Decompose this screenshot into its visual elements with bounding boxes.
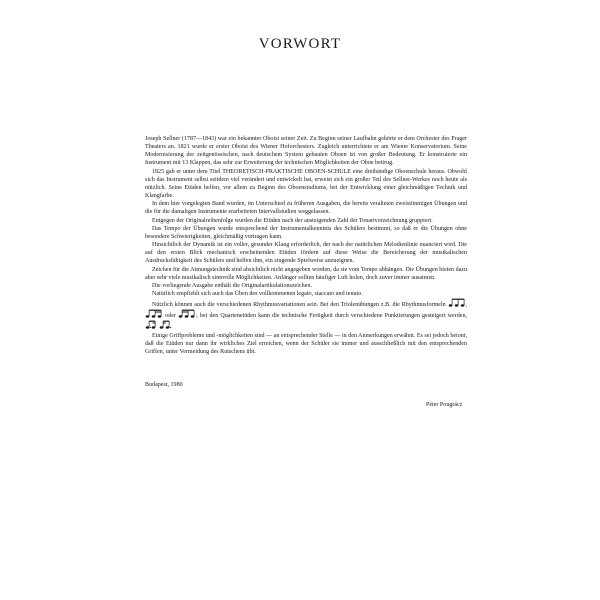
paragraph-1: Joseph Sellner (1787—1843) war ein bekannter Oboist seiner Zeit. Zu Beginn seiner Laufbahn gehörte er dem Orchester des Prager Theaters an. 1821 wurde er erster Oboist des Wiener Hoforchesters. Zugleich unterrichtete er am Wiener Konservatorium. Seine Modernisierung der zeitgenössischen, nach deutschem System gebauten Oboen ist von großer Bedeutung. Er konstruierte ein Instrument mit 13 Klappen, das sehr zur Erweiterung der technischen Möglichkeiten der Oboe beitrug.	[145, 136, 467, 167]
paragraph-11: Einige Griffprobleme und -möglichkeiten sind — an entsprechender Stelle — in den Anmerkungen erwähnt. Es sei jedoch betont, daß die Etüden nur dann ihr wirkliches Ziel erreichen, wenn der Schüler sie immer und ausschließlich mit den entsprechenden Griffen, unter Vermeidung des Rutschens übt.	[145, 332, 467, 355]
paragraph-3: In dem hier vorgelegten Band wurden, im Unterschied zu früheren Ausgaben, die bereits veralteten zweistimmigen Übungen und die für die damaligen Instrumente erarbeiteten Intervallstudien weggelassen.	[145, 201, 467, 216]
rhythm-or: oder	[165, 313, 176, 320]
preface-body	[145, 135, 467, 356]
author-signature: Péter Pongrácz	[426, 402, 463, 408]
paragraph-9	[145, 290, 467, 298]
rhythm-sep: ,	[465, 302, 468, 309]
page-title: VORWORT	[258, 36, 342, 52]
paragraph-5: Das Tempo der Übungen wurde entsprechend der Instrumentalkenntnis des Schülers bestimmt, so daß er die Übungen ohne besondere Schwierigkeiten, gleichmäßig vortragen kann.	[145, 225, 467, 240]
dotted-rhythm-icon-2	[159, 320, 171, 329]
rhythm-text-a: Nützlich können auch die verschiedenen Rhythmusvariationen sein. Bei den Triolenübungen z.B. die Rhythmusformeln	[152, 302, 446, 309]
rhythm-text-b: ; bei den Quartenetüden kann die technische Fertigkeit durch verschiedene Punktierungen gesteigert werden,	[196, 313, 468, 320]
paragraph-2: 1825 gab er unter dem Titel THEORETISCH-PRAKTISCHE OBOEN-SCHULE eine dreibändige Oboenschule heraus. Obwohl sich das Instrument selbst seitdem viel verändert und entwickelt hat, erweist sich ein großer Teil des Sellner-Werkes noch heute als nützlich. Seine Etüden helfen, vor allem zu Beginn des Oboenstudiums, bei der Entwicklung einer gleichmäßigen Technik und Klangfarbe.	[145, 168, 467, 200]
paragraph-8: Die vorliegende Ausgabe enthält die Originalartikulationszeichen.	[152, 282, 312, 289]
articulation-sentence: Natürlich empfiehlt sich auch das Üben des vollkommenen legato, staccato und tenuto.	[152, 290, 363, 297]
paragraph-10	[145, 298, 467, 331]
paragraph-6: Hinsichtlich der Dynamik ist ein voller, gesunder Klang erforderlich, der nach der natürlichen Melodienlinie nuanciert wird. Die auf den ersten Blick mechanisch erscheinenden Etüden fördern auf diese Weise die Bereicherung der musikalischen Ausdrucksfähigkeit des Schülers und helfen ihm, ein singende Spielweise anzueignen.	[145, 242, 467, 265]
triplet-rhythm-icon-3	[178, 309, 196, 318]
triplet-rhythm-icon-2	[145, 309, 163, 318]
place-date: Budapest, 1980	[145, 382, 183, 388]
paragraph-4: Entgegen der Originalreihenfolge wurden die Etüden nach der ansteigenden Zahl der Tonartvorzeichnung gruppiert.	[152, 217, 433, 224]
dotted-rhythm-icon-1	[145, 320, 157, 329]
triplet-rhythm-icon-1	[448, 298, 466, 307]
paragraph-7: Zeichen für die Atmungstechnik sind absichtlich nicht angegeben worden, da sie vom Tempo abhängen. Die Übungen bieten dazu aber sehr viele musikalisch sinnvolle Möglichkeiten. Anfänger sollten häufiger Luft holen, doch zuver immer ausatmen.	[145, 266, 467, 281]
